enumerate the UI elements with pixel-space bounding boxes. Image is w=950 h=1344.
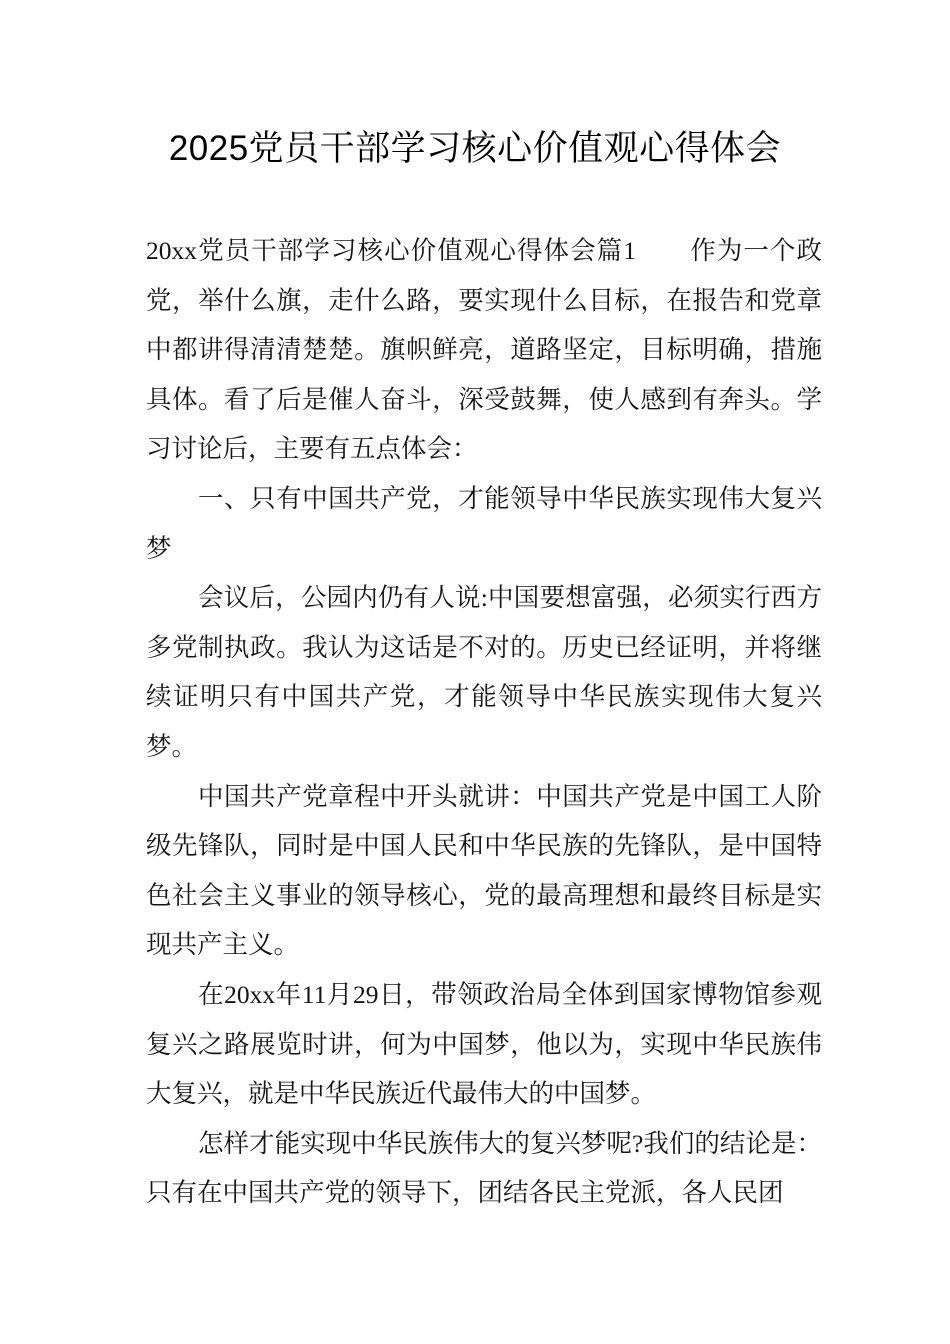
section-heading-1: 一、只有中国共产党，才能领导中华民族实现伟大复兴梦 [146,483,822,563]
paragraph: 怎样才能实现中华民族伟大的复兴梦呢?我们的结论是：只有在中国共产党的领导下，团结各民主党派，各人民团 [146,1128,822,1208]
paragraph: 中国共产党章程中开头就讲：中国共产党是中国工人阶级先锋队，同时是中国人民和中华民族的先锋队，是中国特色社会主义事业的领导核心，党的最高理想和最终目标是实现共产主义。 [146,781,822,960]
paragraph: 在20xx年11月29日，带领政治局全体到国家博物馆参观复兴之路展览时讲，何为中国梦，他以为，实现中华民族伟大复兴，就是中华民族近代最伟大的中国梦。 [146,979,822,1109]
document-body [146,226,822,1218]
paragraph: 会议后，公园内仍有人说:中国要想富强，必须实行西方多党制执政。我认为这话是不对的。历史已经证明，并将继续证明只有中国共产党，才能领导中华民族实现伟大复兴梦。 [146,583,822,761]
document-title: 2025党员干部学习核心价值观心得体会 [168,129,782,168]
paragraph-intro: 20xx党员干部学习核心价值观心得体会篇1 作为一个政党，举什么旗，走什么路，要实现什么目标，在报告和党章中都讲得清清楚楚。旗帜鲜亮，道路坚定，目标明确，措施具体。看了后是催人奋斗，深受鼓舞，使人感到有奔头。学习讨论后，主要有五点体会： [146,236,822,464]
